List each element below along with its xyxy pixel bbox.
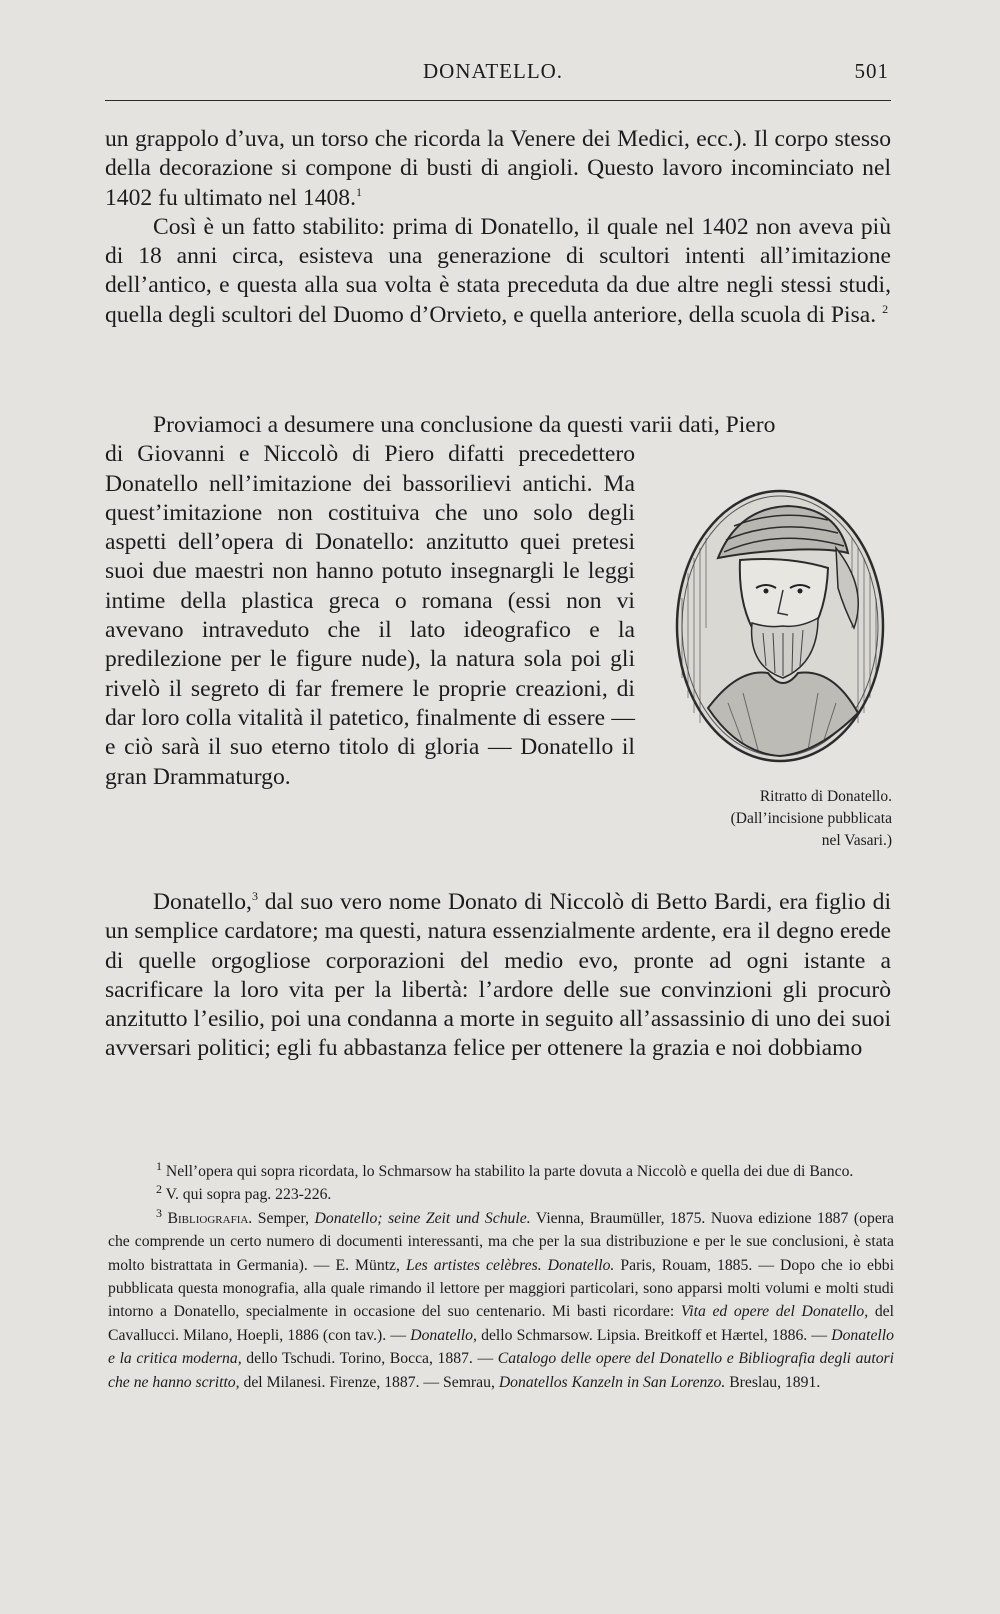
- footnote-1: [108, 1160, 894, 1183]
- paragraph-1-text: un grappolo d’uva, un torso che ricorda la Venere dei Medici, ecc.). Il corpo stesso della decorazione si compone di busti di angioli. Questo lavoro incominciato nel 1402 fu ultimato nel 1408.: [105, 126, 891, 211]
- footnote-3-title-c: Vita ed opere del Donatello,: [680, 1303, 869, 1321]
- footnote-2-text: V. qui sopra pag. 223-226.: [162, 1186, 332, 1204]
- footnote-1-number: 1: [156, 1158, 162, 1173]
- footnote-3-title-g: Donatellos Kanzeln in San Lorenzo.: [498, 1373, 726, 1391]
- footnote-3-label: Bibliografia.: [162, 1209, 253, 1227]
- donatello-portrait-engraving: [668, 478, 893, 778]
- footnote-3-part-g: del Milanesi. Firenze, 1887. — Semrau,: [239, 1373, 499, 1391]
- footnote-3-part-f: dello Tschudi. Torino, Bocca, 1887. —: [241, 1350, 498, 1368]
- body-text-top: [105, 125, 891, 330]
- caption-line-1: Ritratto di Donatello.: [759, 788, 892, 805]
- footnote-3-title-f: Catalogo delle opere del Donatello e Bibliografia degli autori che ne hanno scritto,: [108, 1350, 894, 1391]
- paragraph-3-body: di Giovanni e Niccolò di Piero difatti precedettero Donatello nell’imitazione dei bassorilievi antichi. Ma quest’imitazione non costituiva che uno solo degli aspetti dell’opera di Donatello: anzitutto quei pretesi suoi due maestri non hanno potuto insegnargli le leggi intime della plastica greca o romana (essi non vi avevano intraveduto che il lato ideografico e la predilezione per le figure nude), la natura sola poi gli rivelò il segreto di far fremere le proprie creazioni, di dar loro colla vitalità il patetico, finalmente di essere — e ciò sarà il suo eterno titolo di gloria — Donatello il gran Drammaturgo.: [105, 441, 635, 790]
- footnote-3-part-b: Vienna, Braumüller, 1875. Nuova edizione 1887 (opera che comprende un certo numero di documenti interessanti, ma che per la sua distribuzione e per le sue conclusioni, è stata molto bistrattata in Germania). — E. Müntz,: [108, 1209, 894, 1274]
- footnote-2: [108, 1183, 894, 1206]
- footnote-3: [108, 1207, 894, 1394]
- paragraph-2-text: Così è un fatto stabilito: prima di Donatello, il quale nel 1402 non aveva più di 18 anni circa, esisteva una generazione di scultori intenti all’imitazione dell’antico, e questa alla sua volta è stata preceduta da due altre negli stessi studi, quella degli scultori del Duomo d’Orvieto, e quella anteriore, della scuola di Pisa.: [105, 213, 891, 328]
- footnote-3-number: 3: [156, 1205, 162, 1220]
- paragraph-4-text: [105, 888, 891, 1064]
- paragraph-1: [105, 125, 891, 213]
- footnote-2-number: 2: [156, 1182, 162, 1197]
- footnote-3-title-e: Donatello e la critica moderna,: [108, 1326, 894, 1368]
- paragraph-4-lead: Donatello,: [153, 889, 252, 915]
- footnote-3-part-h: Breslau, 1891.: [725, 1373, 821, 1391]
- footnote-1-text: Nell’opera qui sopra ricordata, lo Schmarsow ha stabilito la parte dovuta a Niccolò e quella dei due di Banco.: [162, 1163, 854, 1180]
- caption-line-2: (Dall’incisione pubblicata: [730, 810, 892, 827]
- running-head: [105, 55, 891, 89]
- portrait-figure: [662, 478, 892, 858]
- paragraph-4-body: dal suo vero nome Donato di Niccolò di Betto Bardi, era figlio di un semplice cardatore; ma questi, natura essenzialmente ardente, era il degno erede di quelle orgogliose corporazioni del medio evo, pronte ad ogni istante a sacrificare la loro vita per la libertà: l’ardore delle sue convinzioni gli procurò anzitutto l’esilio, poi una condanna a morte in seguito all’assassinio di uno dei suoi avversari politici; egli fu abbastanza felice per ottenere la grazia e noi dobbiamo: [105, 889, 891, 1062]
- footnote-3-part-d: del Cavallucci. Milano, Hoepli, 1886 (con tav.). —: [108, 1303, 894, 1344]
- footnote-3-part-c: Paris, Rouam, 1885. — Dopo che io ebbi pubblicata questa monografia, alla quale rimando il lettore per maggiori particolari, sono apparsi molti volumi e molti studi intorno a Donatello, specialmente in occasione del suo centenario. Mi basti ricordare:: [108, 1256, 894, 1321]
- figure-caption: [662, 786, 892, 852]
- header-rule: [105, 100, 891, 101]
- footnote-ref-1: 1: [355, 184, 362, 199]
- footnote-ref-3: 3: [251, 889, 258, 904]
- footnote-ref-2: 2: [882, 301, 889, 316]
- footnote-3-title-a: Donatello; seine Zeit und Schule.: [314, 1209, 531, 1227]
- paragraph-2: [105, 213, 891, 330]
- footnote-3-title-b: Les artistes celèbres. Donatello.: [405, 1256, 615, 1274]
- page-number: 501: [854, 59, 889, 83]
- paragraph-3-lead: Proviamoci a desumere una conclusione da questi varii dati, Piero: [153, 412, 776, 438]
- footnote-3-title-d: Donatello,: [410, 1326, 477, 1344]
- paragraph-4: [105, 888, 891, 1064]
- footnote-3-part-e: dello Schmarsow. Lipsia. Breitkoff et Hærtel, 1886. —: [476, 1326, 832, 1344]
- caption-line-3: nel Vasari.): [821, 832, 892, 849]
- footnote-3-part-a: Semper,: [252, 1209, 315, 1227]
- footnotes: [108, 1160, 894, 1394]
- running-title: DONATELLO.: [423, 59, 564, 83]
